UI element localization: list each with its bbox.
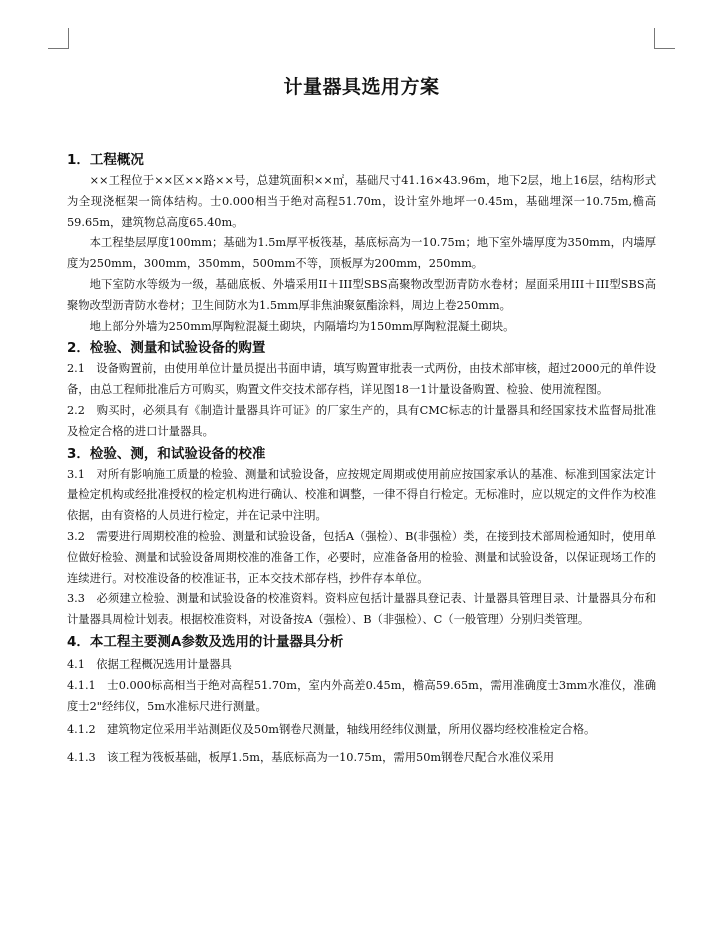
document-page (67, 72, 656, 769)
instruments-item-4-1: 4.1 依据工程概况选用计量器具 (67, 657, 232, 671)
document-title: 计量器具选用方案 (283, 76, 440, 98)
section-heading-instruments: 4．本工程主要测A参数及选用的计量器具分析 (67, 633, 344, 650)
overview-paragraph-2: 本工程垫层厚度100mm；基础为1.5m厚平板筏基，基底标高为一10.75m；地下室外墙厚度为350mm，内墙厚度为250mm，300mm，350mm，500mm不等，顶板厚为200mm，250mm。 (67, 236, 656, 271)
instruments-item-4-1-3: 4.1.3 该工程为筏板基础，板厚1.5m，基底标高为一10.75m，需用50m钢卷尺配合水准仪采用 (67, 750, 555, 764)
calibration-item-3-1: 3.1 对所有影响施工质量的检验、测量和试验设备，应按规定周期或使用前应按国家承认的基准、标准到国家法定计量检定机构或经批准授权的检定机构进行确认、校准和调整，一律不得自行检定。无标准时，应以规定的文件作为校准依据，由有资格的人员进行检定，并在记录中注明。 (67, 467, 656, 523)
instruments-item-4-1-2: 4.1.2 建筑物定位采用半站测距仪及50m钢卷尺测量，轴线用经纬仪测量，所用仪器均经校准检定合格。 (67, 722, 596, 736)
crop-mark-top-right (654, 28, 675, 49)
section-heading-calibration: 3．检验、测，和试验设备的校准 (67, 445, 266, 462)
crop-mark-top-left (48, 28, 69, 49)
purchase-item-2-2: 2.2 购买时，必须具有《制造计量器具许可证》的厂家生产的，具有CMC标志的计量器具和经国家技术监督局批准及检定合格的进口计量器具。 (67, 403, 656, 438)
section-heading-overview: 1．工程概况 (67, 152, 144, 168)
calibration-item-3-3: 3.3 必须建立检验、测量和试验设备的校准资料。资料应包括计量器具登记表、计量器具管理目录、计量器具分布和计量器具周检计划表。根据校准资料，对设备按A（强检）、B（非强检）、C（一般管理）分别归类管理。 (67, 592, 656, 627)
overview-paragraph-1: ××工程位于××区××路××号，总建筑面积××㎡，基础尺寸41.16×43.96m，地下2层，地上16层，结构形式为全现浇框架一筒体结构。士0.000相当于绝对高程51.70m，设计室外地坪一0.45m，基础埋深一10.75m,檐高59.65m，建筑物总高度65.40m。 (67, 174, 656, 229)
instruments-item-4-1-1: 4.1.1 士0.000标高相当于绝对高程51.70m，室内外高差0.45m，檐高59.65m，需用准确度士3mm水准仪，准确度士2"经纬仪，5m水准标尺进行测量。 (67, 678, 656, 713)
calibration-item-3-2: 3.2 需要进行周期校准的检验、测量和试验设备，包括A（强检）、B(非强检）类，在接到技术部周检通知时，使用单位做好检验、测量和试验设备周期校准的准备工作，必要时，应准备备用的检验、测量和试验设备，以保证现场工作的连续进行。对校准设备的校准证书，正本交技术部存档，抄件存本单位。 (67, 529, 656, 585)
overview-paragraph-4: 地上部分外墙为250mm厚陶粒混凝土砌块，内隔墙均为150mm厚陶粒混凝土砌块。 (89, 319, 515, 333)
overview-paragraph-3: 地下室防水等级为一级，基础底板、外墙采用II＋III型SBS高聚物改型沥青防水卷材；屋面采用III＋III型SBS高聚物改型沥青防水卷材；卫生间防水为1.5mm厚非焦油聚氨酯涂料，周边上卷250mm。 (67, 277, 656, 312)
purchase-item-2-1: 2.1 设备购置前，由使用单位计量员提出书面申请，填写购置审批表一式两份，由技术部审核，超过2000元的单件设备，由总工程师批准后方可购买，购置文件交技术部存档，详见图18一1计量设备购置、检验、使用流程图。 (67, 362, 656, 397)
section-heading-purchase: 2．检验、测量和试验设备的购置 (67, 340, 266, 357)
